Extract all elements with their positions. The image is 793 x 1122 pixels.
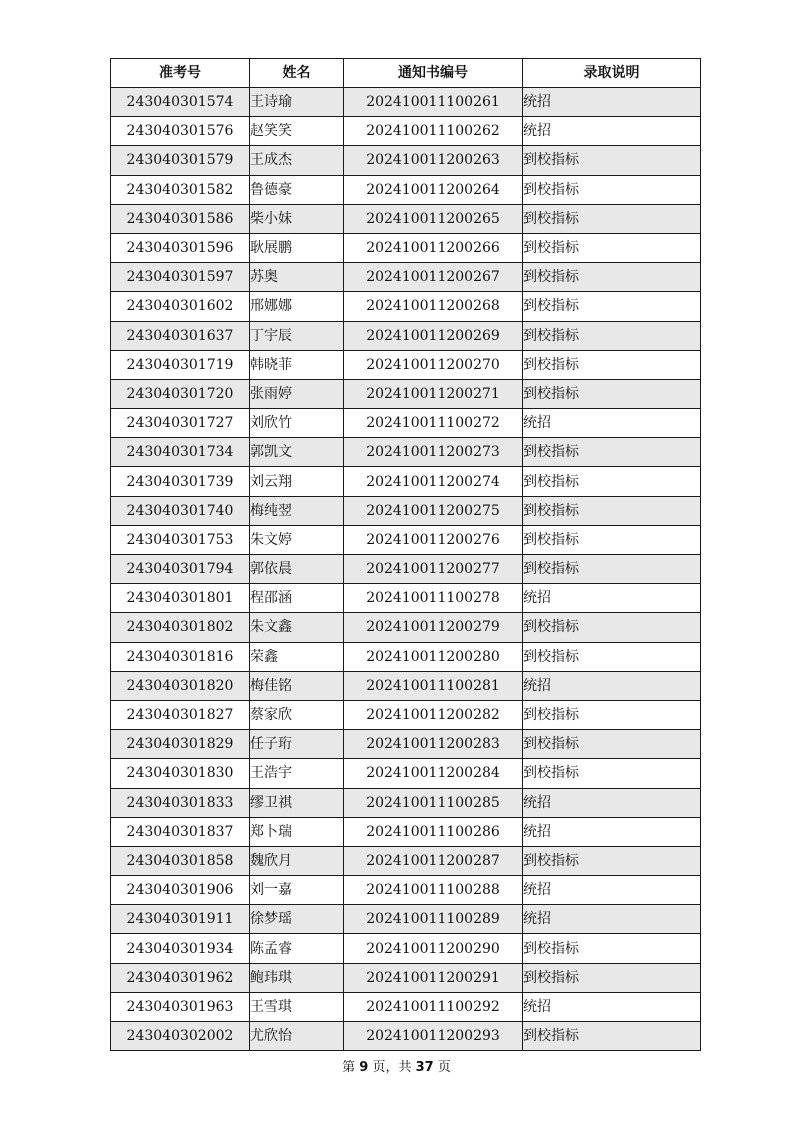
notice-number-cell: 202410011200269 xyxy=(344,321,523,350)
exam-number-cell: 243040301963 xyxy=(111,992,250,1021)
notice-number-cell: 202410011200293 xyxy=(344,1022,523,1051)
table-row xyxy=(111,117,701,146)
exam-number-cell: 243040301574 xyxy=(111,88,250,117)
notice-number-cell: 202410011200280 xyxy=(344,642,523,671)
admission-note-cell: 到校指标 xyxy=(523,438,701,467)
exam-number-cell: 243040301719 xyxy=(111,350,250,379)
footer-middle: 页，共 xyxy=(372,1060,412,1075)
exam-number-cell: 243040301720 xyxy=(111,379,250,408)
admission-note-cell: 到校指标 xyxy=(523,467,701,496)
table-row xyxy=(111,992,701,1021)
table-row xyxy=(111,934,701,963)
admission-note-cell: 统招 xyxy=(523,671,701,700)
notice-number-cell: 202410011200279 xyxy=(344,613,523,642)
exam-number-cell: 243040301739 xyxy=(111,467,250,496)
student-name-cell: 郭依晨 xyxy=(250,555,344,584)
notice-number-cell: 202410011200265 xyxy=(344,204,523,233)
student-name-cell: 鲍玮琪 xyxy=(250,963,344,992)
notice-number-cell: 202410011200282 xyxy=(344,700,523,729)
student-name-cell: 程邵涵 xyxy=(250,584,344,613)
page-footer xyxy=(0,1056,793,1075)
student-name-cell: 苏奥 xyxy=(250,263,344,292)
table-row xyxy=(111,321,701,350)
exam-number-cell: 243040301911 xyxy=(111,905,250,934)
table-row xyxy=(111,496,701,525)
notice-number-cell: 202410011200273 xyxy=(344,438,523,467)
notice-number-cell: 202410011200264 xyxy=(344,175,523,204)
header-exam-number: 准考号 xyxy=(111,59,250,88)
exam-number-cell: 243040301820 xyxy=(111,671,250,700)
table-row xyxy=(111,584,701,613)
student-name-cell: 陈孟睿 xyxy=(250,934,344,963)
admission-note-cell: 到校指标 xyxy=(523,613,701,642)
admission-note-cell: 到校指标 xyxy=(523,350,701,379)
student-name-cell: 郭凯文 xyxy=(250,438,344,467)
student-name-cell: 尤欣怡 xyxy=(250,1022,344,1051)
exam-number-cell: 243040301596 xyxy=(111,233,250,262)
table-row xyxy=(111,846,701,875)
table-row xyxy=(111,1022,701,1051)
admission-note-cell: 统招 xyxy=(523,817,701,846)
exam-number-cell: 243040301579 xyxy=(111,146,250,175)
student-name-cell: 魏欣月 xyxy=(250,846,344,875)
table-row xyxy=(111,963,701,992)
table-row xyxy=(111,409,701,438)
table-row xyxy=(111,905,701,934)
admission-note-cell: 到校指标 xyxy=(523,321,701,350)
exam-number-cell: 243040301602 xyxy=(111,292,250,321)
table-header xyxy=(111,59,701,88)
notice-number-cell: 202410011200263 xyxy=(344,146,523,175)
notice-number-cell: 202410011200276 xyxy=(344,525,523,554)
student-name-cell: 缪卫祺 xyxy=(250,788,344,817)
exam-number-cell: 243040301858 xyxy=(111,846,250,875)
exam-number-cell: 243040301802 xyxy=(111,613,250,642)
notice-number-cell: 202410011100286 xyxy=(344,817,523,846)
header-row xyxy=(111,59,701,88)
table-row xyxy=(111,467,701,496)
notice-number-cell: 202410011100285 xyxy=(344,788,523,817)
exam-number-cell: 243040301740 xyxy=(111,496,250,525)
notice-number-cell: 202410011200287 xyxy=(344,846,523,875)
admission-note-cell: 到校指标 xyxy=(523,379,701,408)
admission-note-cell: 到校指标 xyxy=(523,934,701,963)
admission-note-cell: 到校指标 xyxy=(523,233,701,262)
exam-number-cell: 243040301753 xyxy=(111,525,250,554)
student-name-cell: 张雨婷 xyxy=(250,379,344,408)
admission-note-cell: 到校指标 xyxy=(523,175,701,204)
notice-number-cell: 202410011200274 xyxy=(344,467,523,496)
exam-number-cell: 243040301734 xyxy=(111,438,250,467)
student-name-cell: 丁宇辰 xyxy=(250,321,344,350)
notice-number-cell: 202410011100262 xyxy=(344,117,523,146)
student-name-cell: 鲁德豪 xyxy=(250,175,344,204)
notice-number-cell: 202410011100288 xyxy=(344,876,523,905)
student-name-cell: 刘一嘉 xyxy=(250,876,344,905)
exam-number-cell: 243040301801 xyxy=(111,584,250,613)
student-name-cell: 荣鑫 xyxy=(250,642,344,671)
admission-note-cell: 到校指标 xyxy=(523,263,701,292)
notice-number-cell: 202410011100261 xyxy=(344,88,523,117)
table-row xyxy=(111,292,701,321)
admission-note-cell: 到校指标 xyxy=(523,146,701,175)
notice-number-cell: 202410011200268 xyxy=(344,292,523,321)
table-row xyxy=(111,671,701,700)
table-row xyxy=(111,379,701,408)
table-row xyxy=(111,555,701,584)
admission-note-cell: 到校指标 xyxy=(523,204,701,233)
table-row xyxy=(111,613,701,642)
notice-number-cell: 202410011200277 xyxy=(344,555,523,584)
student-name-cell: 邢娜娜 xyxy=(250,292,344,321)
admission-note-cell: 到校指标 xyxy=(523,642,701,671)
student-name-cell: 刘云翔 xyxy=(250,467,344,496)
exam-number-cell: 243040301727 xyxy=(111,409,250,438)
table-row xyxy=(111,525,701,554)
exam-number-cell: 243040301962 xyxy=(111,963,250,992)
admission-note-cell: 统招 xyxy=(523,788,701,817)
student-name-cell: 朱文婷 xyxy=(250,525,344,554)
table-row xyxy=(111,233,701,262)
student-name-cell: 朱文鑫 xyxy=(250,613,344,642)
exam-number-cell: 243040301934 xyxy=(111,934,250,963)
student-name-cell: 耿展鹏 xyxy=(250,233,344,262)
exam-number-cell: 243040301830 xyxy=(111,759,250,788)
admission-note-cell: 统招 xyxy=(523,905,701,934)
table-row xyxy=(111,146,701,175)
notice-number-cell: 202410011100281 xyxy=(344,671,523,700)
admission-note-cell: 统招 xyxy=(523,409,701,438)
notice-number-cell: 202410011200284 xyxy=(344,759,523,788)
student-name-cell: 王雪琪 xyxy=(250,992,344,1021)
notice-number-cell: 202410011200267 xyxy=(344,263,523,292)
exam-number-cell: 243040301829 xyxy=(111,730,250,759)
notice-number-cell: 202410011100292 xyxy=(344,992,523,1021)
admission-note-cell: 统招 xyxy=(523,584,701,613)
table-row xyxy=(111,700,701,729)
exam-number-cell: 243040301794 xyxy=(111,555,250,584)
admission-note-cell: 到校指标 xyxy=(523,1022,701,1051)
student-name-cell: 任子珩 xyxy=(250,730,344,759)
notice-number-cell: 202410011200266 xyxy=(344,233,523,262)
admission-note-cell: 到校指标 xyxy=(523,496,701,525)
student-name-cell: 梅纯翌 xyxy=(250,496,344,525)
admission-note-cell: 统招 xyxy=(523,876,701,905)
admission-note-cell: 到校指标 xyxy=(523,846,701,875)
table-row xyxy=(111,817,701,846)
exam-number-cell: 243040301906 xyxy=(111,876,250,905)
admission-note-cell: 统招 xyxy=(523,88,701,117)
student-name-cell: 刘欣竹 xyxy=(250,409,344,438)
notice-number-cell: 202410011100272 xyxy=(344,409,523,438)
admission-note-cell: 到校指标 xyxy=(523,759,701,788)
student-name-cell: 徐梦瑶 xyxy=(250,905,344,934)
table-body xyxy=(111,88,701,1051)
table-row xyxy=(111,88,701,117)
table-row xyxy=(111,350,701,379)
student-name-cell: 王诗瑜 xyxy=(250,88,344,117)
admission-note-cell: 统招 xyxy=(523,992,701,1021)
admission-list-table xyxy=(110,58,701,1051)
notice-number-cell: 202410011200275 xyxy=(344,496,523,525)
admission-note-cell: 到校指标 xyxy=(523,963,701,992)
exam-number-cell: 243040301597 xyxy=(111,263,250,292)
admission-note-cell: 到校指标 xyxy=(523,730,701,759)
exam-number-cell: 243040301586 xyxy=(111,204,250,233)
notice-number-cell: 202410011100278 xyxy=(344,584,523,613)
student-name-cell: 王成杰 xyxy=(250,146,344,175)
exam-number-cell: 243040301833 xyxy=(111,788,250,817)
table-row xyxy=(111,263,701,292)
total-page-count: 37 xyxy=(415,1060,434,1075)
exam-number-cell: 243040301576 xyxy=(111,117,250,146)
notice-number-cell: 202410011200270 xyxy=(344,350,523,379)
notice-number-cell: 202410011200271 xyxy=(344,379,523,408)
notice-number-cell: 202410011200283 xyxy=(344,730,523,759)
header-admission-note: 录取说明 xyxy=(523,59,701,88)
footer-prefix: 第 xyxy=(342,1060,356,1075)
student-name-cell: 王浩宇 xyxy=(250,759,344,788)
exam-number-cell: 243040301582 xyxy=(111,175,250,204)
admission-note-cell: 到校指标 xyxy=(523,555,701,584)
table-row xyxy=(111,730,701,759)
table-row xyxy=(111,204,701,233)
student-name-cell: 韩晓菲 xyxy=(250,350,344,379)
table-row xyxy=(111,175,701,204)
exam-number-cell: 243040301816 xyxy=(111,642,250,671)
student-name-cell: 赵笑笑 xyxy=(250,117,344,146)
admission-note-cell: 到校指标 xyxy=(523,292,701,321)
header-notice-number: 通知书编号 xyxy=(344,59,523,88)
notice-number-cell: 202410011100289 xyxy=(344,905,523,934)
table-row xyxy=(111,642,701,671)
table-row xyxy=(111,876,701,905)
student-name-cell: 梅佳铭 xyxy=(250,671,344,700)
table-row xyxy=(111,438,701,467)
admission-note-cell: 到校指标 xyxy=(523,525,701,554)
exam-number-cell: 243040302002 xyxy=(111,1022,250,1051)
notice-number-cell: 202410011200290 xyxy=(344,934,523,963)
admission-note-cell: 到校指标 xyxy=(523,700,701,729)
table-row xyxy=(111,759,701,788)
student-name-cell: 郑卜瑞 xyxy=(250,817,344,846)
header-name: 姓名 xyxy=(250,59,344,88)
footer-suffix: 页 xyxy=(437,1060,451,1075)
student-name-cell: 蔡家欣 xyxy=(250,700,344,729)
exam-number-cell: 243040301827 xyxy=(111,700,250,729)
student-name-cell: 柴小妹 xyxy=(250,204,344,233)
table-row xyxy=(111,788,701,817)
current-page-number: 9 xyxy=(359,1060,369,1075)
notice-number-cell: 202410011200291 xyxy=(344,963,523,992)
exam-number-cell: 243040301637 xyxy=(111,321,250,350)
exam-number-cell: 243040301837 xyxy=(111,817,250,846)
admission-note-cell: 统招 xyxy=(523,117,701,146)
